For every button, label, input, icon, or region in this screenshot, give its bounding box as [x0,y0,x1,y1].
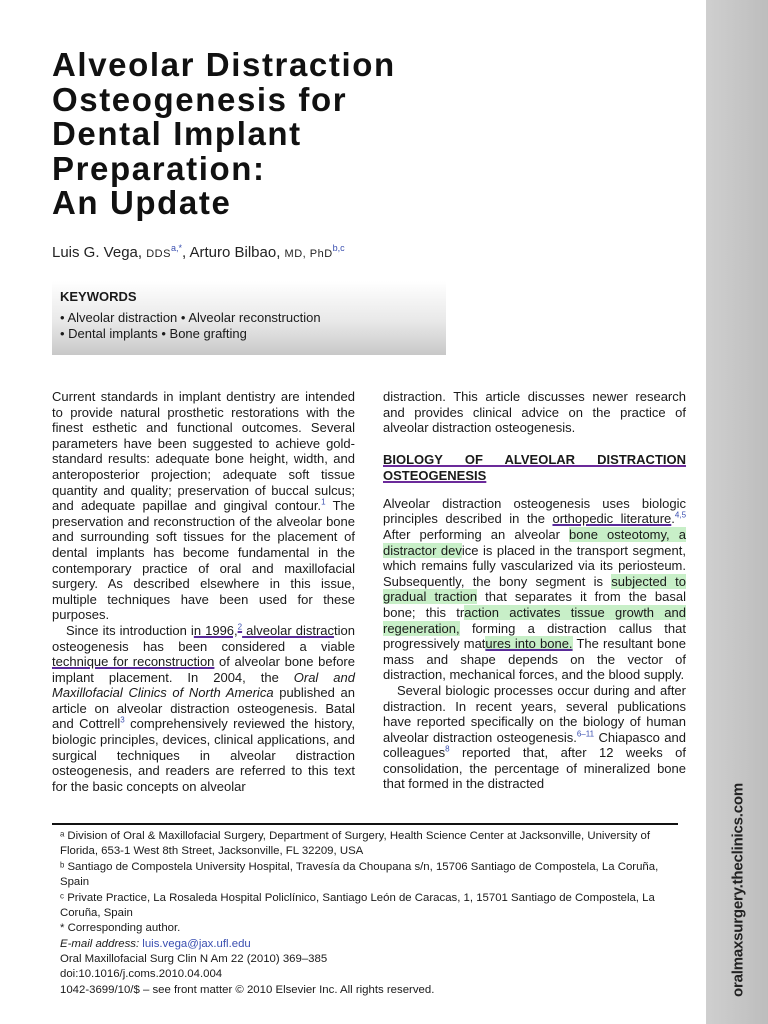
email-link[interactable]: luis.vega@jax.ufl.edu [142,937,251,950]
text: Several biologic processes occur during and after distraction. In recent years, several publications have reported specifically on the biology of human alveolar distraction osteogenesis. [383,682,686,745]
right-column [383,389,686,792]
title-line: Preparation: [52,149,266,187]
paragraph [383,683,686,792]
highlighted-text: bone osteotomy, a distractor dev [383,526,686,558]
reference-link[interactable]: 1 [321,497,326,507]
affiliation-footnote: ᵃ Division of Oral & Maxillofacial Surgery, Department of Surgery, Health Science Center at Jacksonville, University of Florida, 653-1 West 8th Street, Jacksonville, FL 32209, USA [60,830,651,858]
author-degree: DDS [146,248,171,260]
text: that separates it from the basal bone; this tr [383,589,686,620]
underlined-text: n 1996, [193,622,238,638]
keywords-line: • Alveolar distraction • Alveolar reconstruction [60,310,321,325]
author-separator: , [181,244,190,261]
reference-link[interactable]: 8 [445,744,450,754]
text: Current standards in implant dentistry are intended to provide natural prosthetic restorations with the finest esthetic and functional outcomes. Several parameters have been suggested to achieve gold-standard results: adequate bone height, width, and anteroposterior projection; adequate soft tissue quantity and quality; preservation of buccal sulcus; and adequate papillae and gingival contour. [52,389,355,514]
text: reported that, after 12 weeks of consolidation, the percentage of mineralized bone that formed in the distracted [383,745,686,792]
journal-name: Oral and Maxillofacial Clinics of North America [52,669,355,701]
highlighted-text: ures into bone. [485,636,573,652]
reference-link[interactable]: 6–11 [576,729,595,739]
title-line: Osteogenesis for [52,80,348,118]
reference-link[interactable]: 2 [237,622,243,632]
text: The preservation and reconstruction of the alveolar bone and surrounding soft tissues for the placement of dental implants has become fundamental in the contemporary practice of oral and maxillofacial surgery. As described elsewhere in this issue, multiple techniques have been used for these purposes. [52,498,355,623]
doi[interactable]: doi:10.1016/j.coms.2010.04.004 [60,968,223,981]
text: After performing an alveolar [383,526,570,542]
footnotes [60,829,680,952]
highlighted-text: action activates tissue growth and regeneration, [383,604,686,636]
underlined-text: alveolar distrac [242,622,335,638]
text: tion osteogenesis has been considered a viable [52,622,356,654]
text: published an article on alveolar distraction osteogenesis. Batal and Cottrell [52,685,356,732]
authors [52,243,345,261]
reference-link[interactable]: 4,5 [674,511,687,521]
left-column [52,389,355,794]
keywords-heading: KEYWORDS [60,289,137,304]
email-label: E-mail address: [60,937,143,950]
rights-notice: 1042-3699/10/$ – see front matter © 2010 Elsevier Inc. All rights reserved. [60,983,435,996]
paragraph [52,389,355,623]
text: comprehensively reviewed the history, biologic principles, devices, clinical applications, and surgical techniques in alveolar distraction osteogenesis, and readers are referred to this text for the basic concepts on alveolar [52,716,355,794]
text: Alveolar distraction osteogenesis uses biologic principles described in the [383,495,686,527]
title-line: Alveolar Distraction [52,46,396,83]
paragraph: distraction. This article discusses newer research and provides clinical advice on the practice of alveolar distraction osteogenesis. [383,389,686,436]
text: The resultant bone mass and shape depends on the vector of distraction, mechanical forces, and the blood supply. [383,636,686,683]
paragraph [383,496,686,683]
underlined-text: orthopedic literature [552,511,672,527]
author-affiliation-ref[interactable]: a,* [170,243,182,253]
section-heading: BIOLOGY OF ALVEOLAR DISTRACTION OSTEOGENESIS [383,451,686,483]
keywords-line: • Dental implants • Bone grafting [60,326,247,341]
text: forming a distraction callus that progressively mat [383,620,686,652]
email-line [60,937,680,952]
author-affiliation-ref[interactable]: b,c [332,243,345,253]
title-line: An Update [52,184,232,221]
author-degree: MD, PhD [284,248,333,260]
keywords-box [52,281,446,355]
corresponding-author: * Corresponding author. [60,922,181,935]
text: ice is placed in the transport segment, which remains fully vascularized via its periosteum. Subsequently, the bony segment is [383,542,686,589]
underlined-text: technique for reconstruction [52,654,215,670]
text: . [671,511,675,527]
author-name: Arturo Bilbao, [189,244,285,261]
author-name: Luis G. Vega, [52,244,147,261]
paragraph [52,623,355,795]
article-title [52,48,396,221]
title-line: Dental Implant [52,115,302,152]
text: Since its introduction i [66,622,194,638]
affiliation-footnote: ᶜ Private Practice, La Rosaleda Hospital Policlínico, Santiago León de Caracas, 1, 15701 Santiago de Compostela, La Coruña, Spain [60,891,655,920]
affiliation-footnote: ᵇ Santiago de Compostela University Hospital, Travesía da Choupana s/n, 15706 Santiago de Compostela, La Coruña, Spain [60,860,659,889]
journal-url: oralmaxsurgery.theclinics.com [729,782,747,998]
citation-block [60,952,434,998]
text: of alveolar bone before implant placement. In 2004, the [52,654,355,685]
highlighted-text: subjected to gradual traction [383,573,687,605]
journal-citation: Oral Maxillofacial Surg Clin N Am 22 (2010) 369–385 [60,953,328,965]
text: Chiapasco and colleagues [383,729,686,761]
footnote-divider [52,823,678,825]
reference-link[interactable]: 3 [120,716,125,726]
